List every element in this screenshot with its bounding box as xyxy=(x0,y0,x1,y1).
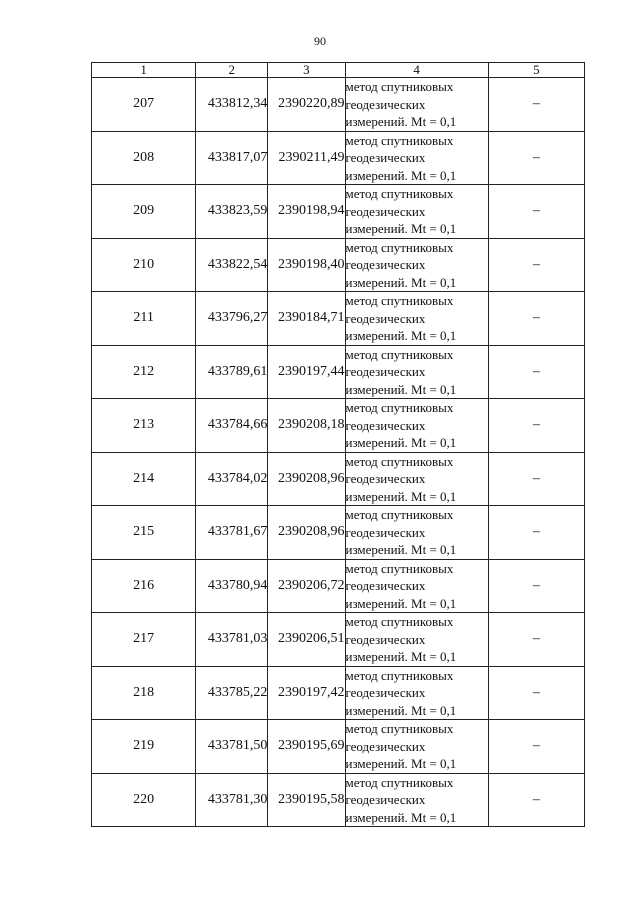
x-coordinate-cell: 433823,59 xyxy=(196,185,268,239)
method-text-line: метод спутниковых xyxy=(345,453,454,469)
x-coordinate-cell: 433812,34 xyxy=(196,78,268,132)
point-number-cell: 220 xyxy=(92,773,196,827)
method-text-line: метод спутниковых xyxy=(345,132,454,148)
method-cell xyxy=(345,345,488,399)
method-text-line: геодезических xyxy=(345,524,426,540)
method-cell xyxy=(345,238,488,292)
x-coordinate-cell: 433781,67 xyxy=(196,506,268,560)
y-coordinate-cell: 2390206,51 xyxy=(268,613,345,667)
table-body xyxy=(92,78,585,827)
header-row xyxy=(92,63,585,78)
method-text-line: метод спутниковых xyxy=(345,667,454,683)
x-coordinate-cell: 433781,03 xyxy=(196,613,268,667)
point-number-cell: 210 xyxy=(92,238,196,292)
table-row xyxy=(92,238,585,292)
x-coordinate-cell: 433785,22 xyxy=(196,666,268,720)
y-coordinate-cell: 2390195,69 xyxy=(268,720,345,774)
table-row xyxy=(92,185,585,239)
point-number-cell: 207 xyxy=(92,78,196,132)
method-text-line: геодезических xyxy=(345,364,426,379)
point-number-cell: 216 xyxy=(92,559,196,613)
method-text-line: измерений. Mt = 0,1 xyxy=(345,435,457,450)
method-cell xyxy=(345,292,488,346)
method-text-line: метод спутниковых xyxy=(345,507,454,522)
note-cell: – xyxy=(488,452,584,506)
note-cell: – xyxy=(488,613,584,667)
table-row xyxy=(92,773,585,827)
y-coordinate-cell: 2390184,71 xyxy=(268,292,345,346)
method-text-line: измерений. Mt = 0,1 xyxy=(345,488,457,504)
table-row xyxy=(92,452,585,506)
x-coordinate-cell: 433822,54 xyxy=(196,238,268,292)
point-number-cell: 214 xyxy=(92,452,196,506)
point-number-cell: 211 xyxy=(92,292,196,346)
y-coordinate-cell: 2390198,40 xyxy=(268,238,345,292)
table-row xyxy=(92,613,585,667)
method-text-line: геодезических xyxy=(345,738,426,754)
method-text-line: геодезических xyxy=(345,150,426,165)
point-number-cell: 215 xyxy=(92,506,196,560)
table-row xyxy=(92,506,585,560)
column-header-4: 4 xyxy=(345,63,488,78)
method-cell xyxy=(345,506,488,560)
note-cell: – xyxy=(488,773,584,827)
table-row xyxy=(92,78,585,132)
y-coordinate-cell: 2390197,44 xyxy=(268,345,345,399)
table-header xyxy=(92,63,585,78)
table-row xyxy=(92,131,585,185)
coordinates-table xyxy=(91,62,585,827)
method-text-line: измерений. Mt = 0,1 xyxy=(345,702,457,718)
x-coordinate-cell: 433784,02 xyxy=(196,452,268,506)
x-coordinate-cell: 433781,30 xyxy=(196,773,268,827)
point-number-cell: 208 xyxy=(92,131,196,185)
x-coordinate-cell: 433780,94 xyxy=(196,559,268,613)
method-text-line: геодезических xyxy=(345,417,426,433)
note-cell: – xyxy=(488,720,584,774)
note-cell: – xyxy=(488,399,584,453)
point-number-cell: 213 xyxy=(92,399,196,453)
method-text-line: измерений. Mt = 0,1 xyxy=(345,114,457,129)
table-row xyxy=(92,720,585,774)
method-text-line: геодезических xyxy=(345,631,426,647)
column-header-3: 3 xyxy=(268,63,345,78)
table-row xyxy=(92,666,585,720)
table-row xyxy=(92,399,585,453)
method-text-line: метод спутниковых xyxy=(345,721,454,736)
method-text-line: измерений. Mt = 0,1 xyxy=(345,381,457,397)
method-cell xyxy=(345,185,488,239)
method-cell xyxy=(345,773,488,827)
point-number-cell: 209 xyxy=(92,185,196,239)
method-cell xyxy=(345,559,488,613)
method-text-line: геодезических xyxy=(345,578,426,593)
method-text-line: метод спутниковых xyxy=(345,400,454,415)
method-text-line: метод спутниковых xyxy=(345,186,454,201)
method-text-line: измерений. Mt = 0,1 xyxy=(345,542,457,557)
method-text-line: измерений. Mt = 0,1 xyxy=(345,221,457,236)
method-text-line: геодезических xyxy=(345,310,426,326)
column-header-5: 5 xyxy=(488,63,584,78)
method-text-line: метод спутниковых xyxy=(345,239,454,255)
y-coordinate-cell: 2390208,18 xyxy=(268,399,345,453)
method-text-line: геодезических xyxy=(345,96,426,112)
note-cell: – xyxy=(488,506,584,560)
table-row xyxy=(92,559,585,613)
x-coordinate-cell: 433784,66 xyxy=(196,399,268,453)
y-coordinate-cell: 2390220,89 xyxy=(268,78,345,132)
y-coordinate-cell: 2390198,94 xyxy=(268,185,345,239)
method-cell xyxy=(345,452,488,506)
method-text-line: геодезических xyxy=(345,685,426,700)
note-cell: – xyxy=(488,238,584,292)
y-coordinate-cell: 2390195,58 xyxy=(268,773,345,827)
point-number-cell: 217 xyxy=(92,613,196,667)
table-row xyxy=(92,345,585,399)
method-text-line: геодезических xyxy=(345,203,426,219)
note-cell: – xyxy=(488,666,584,720)
x-coordinate-cell: 433817,07 xyxy=(196,131,268,185)
method-text-line: метод спутниковых xyxy=(345,79,454,94)
method-text-line: геодезических xyxy=(345,257,426,272)
method-text-line: измерений. Mt = 0,1 xyxy=(345,595,457,611)
note-cell: – xyxy=(488,345,584,399)
method-text-line: измерений. Mt = 0,1 xyxy=(345,274,457,290)
method-text-line: метод спутниковых xyxy=(345,774,454,790)
y-coordinate-cell: 2390206,72 xyxy=(268,559,345,613)
x-coordinate-cell: 433789,61 xyxy=(196,345,268,399)
point-number-cell: 219 xyxy=(92,720,196,774)
method-text-line: измерений. Mt = 0,1 xyxy=(345,167,457,183)
point-number-cell: 218 xyxy=(92,666,196,720)
method-cell xyxy=(345,131,488,185)
method-cell xyxy=(345,720,488,774)
method-text-line: метод спутниковых xyxy=(345,614,454,629)
method-text-line: измерений. Mt = 0,1 xyxy=(345,328,457,343)
y-coordinate-cell: 2390208,96 xyxy=(268,506,345,560)
y-coordinate-cell: 2390208,96 xyxy=(268,452,345,506)
method-text-line: метод спутниковых xyxy=(345,293,454,308)
method-cell xyxy=(345,666,488,720)
method-text-line: метод спутниковых xyxy=(345,346,454,362)
method-text-line: измерений. Mt = 0,1 xyxy=(345,809,457,825)
note-cell: – xyxy=(488,78,584,132)
x-coordinate-cell: 433781,50 xyxy=(196,720,268,774)
y-coordinate-cell: 2390197,42 xyxy=(268,666,345,720)
method-text-line: геодезических xyxy=(345,471,426,486)
method-text-line: измерений. Mt = 0,1 xyxy=(345,756,457,771)
method-text-line: геодезических xyxy=(345,792,426,807)
y-coordinate-cell: 2390211,49 xyxy=(268,131,345,185)
column-header-1: 1 xyxy=(92,63,196,78)
column-header-2: 2 xyxy=(196,63,268,78)
method-cell xyxy=(345,613,488,667)
note-cell: – xyxy=(488,292,584,346)
method-text-line: метод спутниковых xyxy=(345,560,454,576)
page-number: 90 xyxy=(314,34,326,48)
method-cell xyxy=(345,399,488,453)
table-row xyxy=(92,292,585,346)
note-cell: – xyxy=(488,559,584,613)
method-cell xyxy=(345,78,488,132)
method-text-line: измерений. Mt = 0,1 xyxy=(345,649,457,664)
x-coordinate-cell: 433796,27 xyxy=(196,292,268,346)
note-cell: – xyxy=(488,185,584,239)
note-cell: – xyxy=(488,131,584,185)
point-number-cell: 212 xyxy=(92,345,196,399)
